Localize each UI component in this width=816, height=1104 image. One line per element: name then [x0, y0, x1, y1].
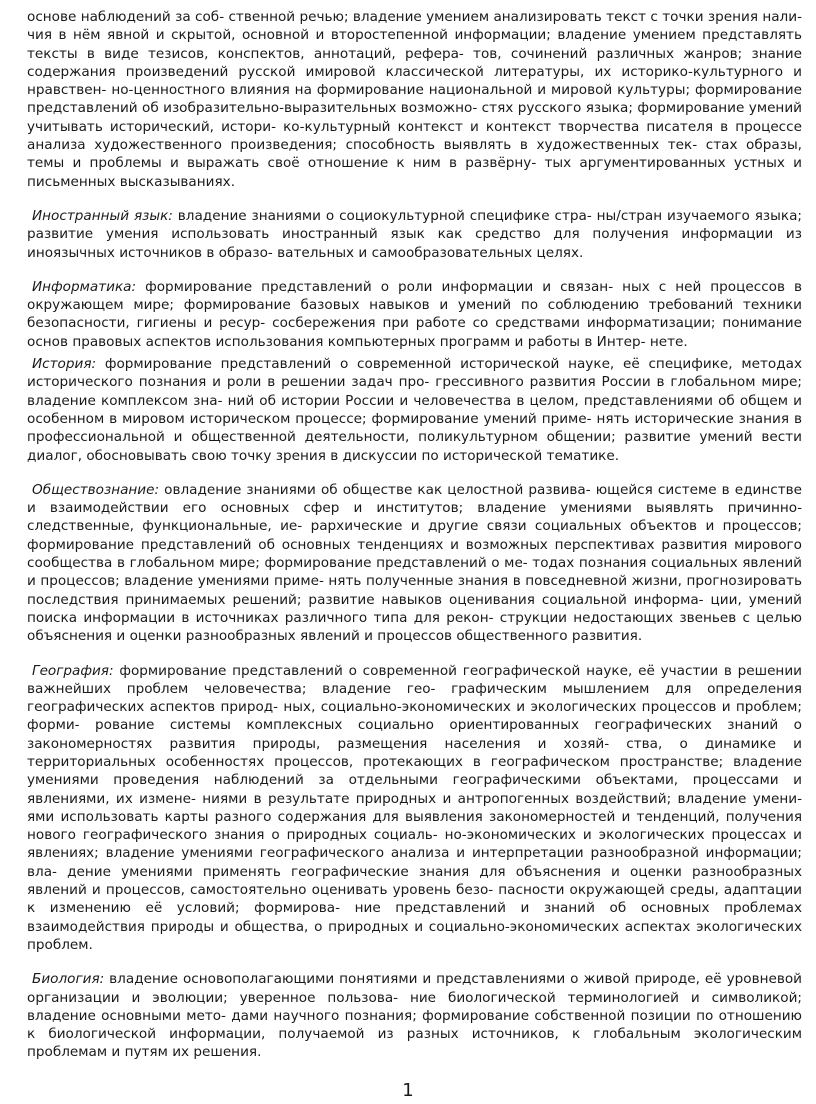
paragraph-social-studies [27, 481, 802, 646]
paragraph-text: владение знаниями о социокультурной специфике стра- ны/стран изучаемого языка; развитие умения использовать иностранный язык как средство для получения информации из иноязычных источников в образо- вательных и самообразовательных целях. [27, 207, 802, 261]
subject-heading-history: История: [32, 356, 97, 373]
document-page [27, 8, 802, 1062]
paragraph-text: формирование представлений о современной исторической науке, её специфике, методах исторического познания и роли в решении задач про- грессивного развития России в глобальном мире; владение комплексом зна- ний об истории России и человечества в целом, представлениями об общем и особенном в мировом историческом процессе; формирование умений приме- нять исторические знания в профессиональной и общественной деятельности, поликультурном общении; развитие умений вести диалог, обосновывать свою точку зрения в дискуссии по исторической тематике. [27, 356, 802, 464]
paragraph-text: владение основополагающими понятиями и представлениями о живой природе, её уровневой организации и эволюции; уверенное пользова- ние биологической терминологией и символикой; владение основными мето- дами научного познания; формирование собственной позиции по отношению к биологической информации, получаемой из разных источников, к глобальным экологическим проблемам и путям их решения. [27, 971, 802, 1061]
subject-heading-geography: География: [32, 662, 114, 679]
subject-heading-foreign-language: Иностранный язык: [32, 207, 173, 224]
paragraph-text: формирование представлений о современной географической науке, её участии в решении важнейших проблем человечества; владение гео- графическим мышлением для определения географических аспектов природ- ных, социально-экономических и экологических процессов и проблем; форми- рование системы комплексных социально ориентированных географических знаний о закономерностях развития природы, размещения населения и хозяй- ства, о динамике и территориальных особенностях процессов, протекающих в географическом пространстве; владение умениями проведения наблюдений за отдельными географическими объектами, процессами и явлениями, их измене- ниями в результате природных и антропогенных воздействий; владение умени- ями использовать карты разного содержания для выявления закономерностей и тенденций, получения нового географического знания о природных социаль- но-экономических и экологических процессах и явлениях; владение умениями географического анализа и интерпретации разнообразной информации; вла- дение умениями применять географические знания для объяснения и оценки разнообразных явлений и процессов, самостоятельно оценивать уровень безо- пасности окружающей среды, адаптации к изменению её условий; формирова- ние представлений и знаний об основных проблемах взаимодействия природы и общества, о природных и социально-экономических аспектах экологических проблем. [27, 662, 802, 953]
paragraph-biology [27, 970, 802, 1061]
subject-heading-biology: Биология: [32, 971, 105, 988]
subject-heading-social-studies: Обществознание: [32, 481, 160, 498]
paragraph-informatics [27, 278, 802, 351]
paragraph-text: формирование представлений о роли информации и связан- ных с ней процессов в окружающем мире; формирование базовых навыков и умений по соблюдению требований техники безопасности, гигиены и ресур- сосбережения при работе со средствами информатизации; понимание основ правовых аспектов использования компьютерных программ и работы в Интер- нете. [27, 278, 802, 350]
subject-heading-informatics: Информатика: [32, 278, 137, 295]
paragraph-history [27, 355, 802, 465]
paragraph-text: основе наблюдений за соб- ственной речью; владение умением анализировать текст с точки зрения нали- чия в нём явной и скрытой, основной и второстепенной информации; владение умением представлять тексты в виде тезисов, конспектов, аннотаций, рефера- тов, сочинений различных жанров; знание содержания произведений русской имировой классической литературы, их историко-культурного и нравствен- но-ценностного влияния на формирование национальной и мировой культуры; формирование представлений об изобразительно-выразительных возможно- стях русского языка; формирование умений учитывать исторический, истори- ко-культурный контекст и контекст творчества писателя в процессе анализа художественного произведения; способность выявлять в художественных тек- стах образы, темы и проблемы и выражать своё отношение к ним в развёрну- тых аргументированных устных и письменных высказываниях. [27, 9, 802, 190]
paragraph-foreign-language [27, 207, 802, 262]
paragraph-russian-literature [27, 8, 802, 191]
page-number: 1 [402, 1080, 414, 1101]
paragraph-text: овладение знаниями об обществе как целостной развива- ющейся системе в единстве и взаимодействии его основных сфер и институтов; владение умениями выявлять причинно-следственные, функциональные, ие- рархические и другие связи социальных объектов и процессов; формирование представлений об основных тенденциях и возможных перспективах развития мирового сообщества в глобальном мире; формирование представлений о ме- тодах познания социальных явлений и процессов; владение умениями приме- нять полученные знания в повседневной жизни, прогнозировать последствия принимаемых решений; развитие навыков оценивания социальной информа- ции, умений поиска информации в источниках различного типа для рекон- струкции недостающих звеньев с целью объяснения и оценки разнообразных явлений и процессов общественного развития. [27, 481, 802, 645]
paragraph-geography [27, 662, 802, 955]
